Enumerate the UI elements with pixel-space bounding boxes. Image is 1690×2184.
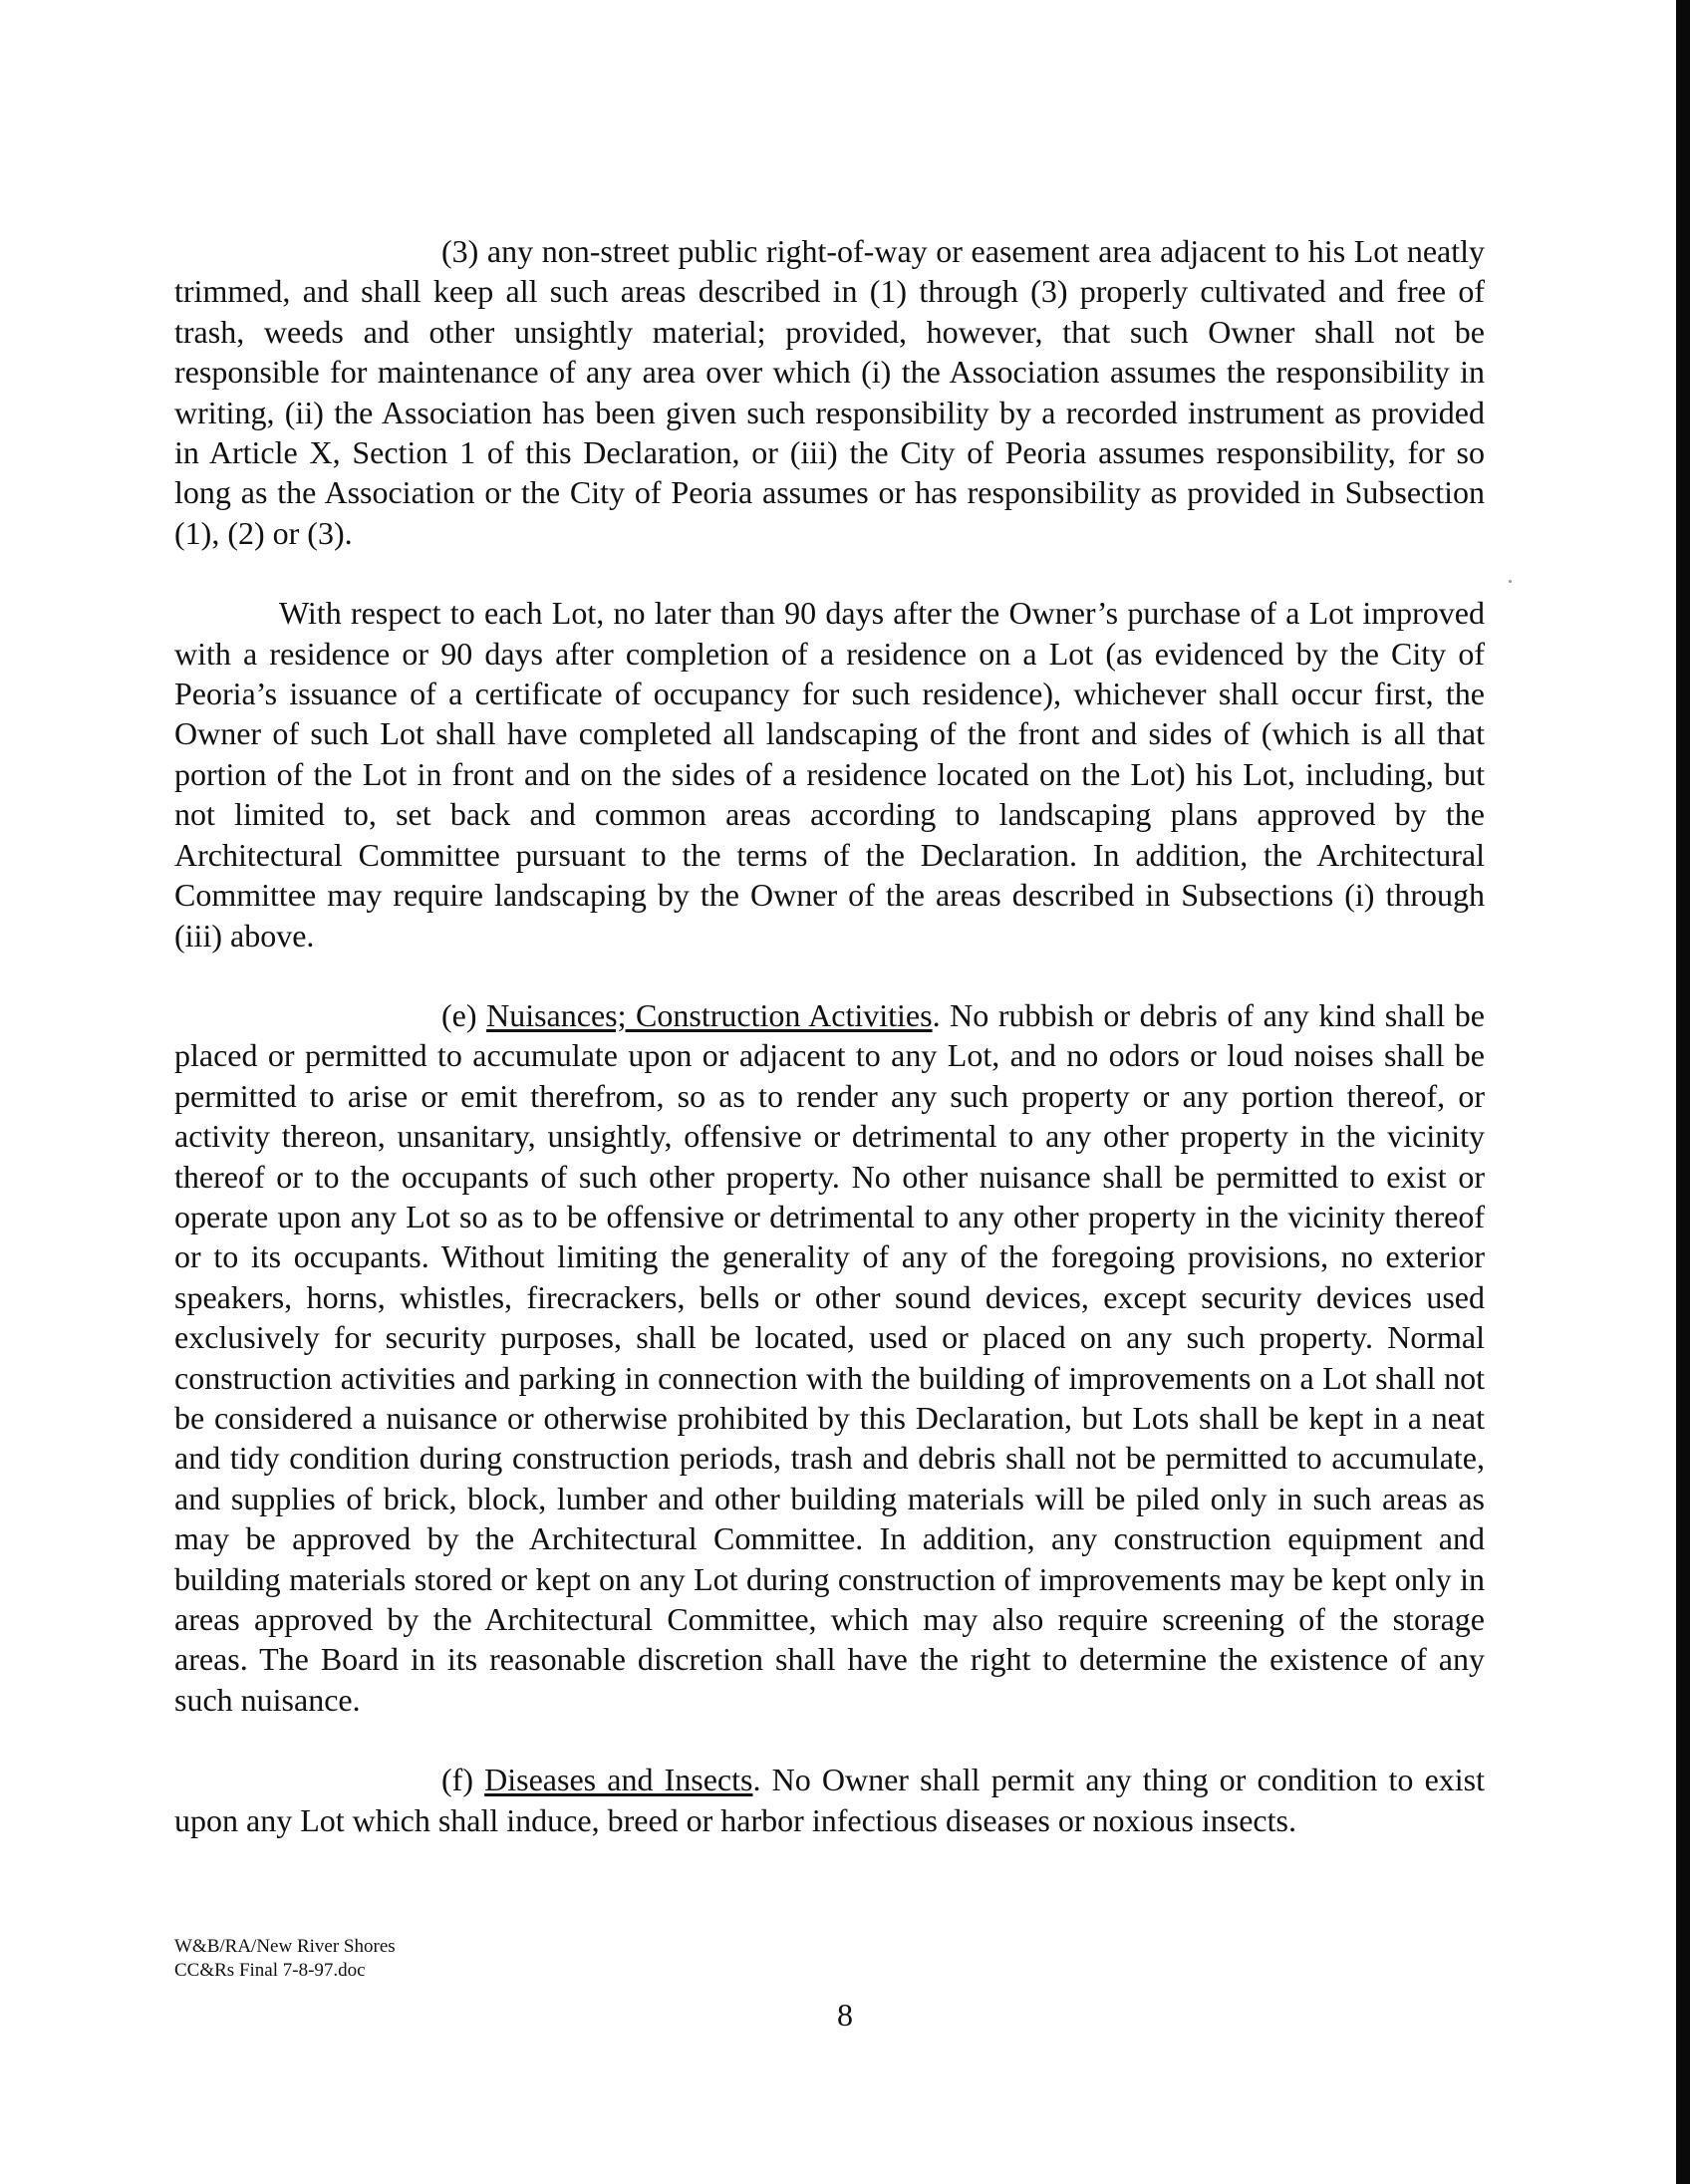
scan-border [1676, 0, 1690, 2184]
section-e-body: . No rubbish or debris of any kind shall be placed or permitted to accumulate upon or adjacent to any Lot, and no odors or loud noises shall be permitted to arise or emit therefrom, so as to render any such property or any portion thereof, or activity thereon, unsanitary, unsightly, offensive or detrimental to any other property in the vicinity thereof or to the occupants of such other property. No other nuisance shall be permitted to exist or operate upon any Lot so as to be offensive or detrimental to any other property in the vicinity thereof or to its occupants. Without limiting the generality of any of the foregoing provisions, no exterior speakers, horns, whistles, firecrackers, bells or other sound devices, except security devices used exclusively for security purposes, shall be located, used or placed on any such property. Normal construction activities and parking in connection with the building of improvements on a Lot shall not be considered a nuisance or otherwise prohibited by this Declaration, but Lots shall be kept in a neat and tidy condition during construction periods, trash and debris shall not be permitted to accumulate, and supplies of brick, block, lumber and other building materials will be piled only in such areas as may be approved by the Architectural Committee. In addition, any construction equipment and building materials stored or kept on any Lot during construction of improvements may be kept only in areas approved by the Architectural Committee, which may also require screening of the storage areas. The Board in its reasonable discretion shall have the right to determine the existence of any such nuisance. [174, 996, 1486, 1718]
page-number: 8 [837, 1997, 853, 2033]
paragraph-subsection-3: (3) any non-street public right-of-way or easement area adjacent to his Lot neatly trimmed, and shall keep all such areas described in (1) through (3) properly cultivated and free of trash, weeds and other unsightly material; provided, however, that such Owner shall not be responsible for maintenance of any area over which (i) the Association assumes the responsibility in writing, (ii) the Association has been given such responsibility by a recorded instrument as provided in Article X, Section 1 of this Declaration, or (iii) the City of Peoria assumes responsibility, for so long as the Association or the City of Peoria assumes or has responsibility as provided in Subsection (1), (2) or (3). [174, 233, 1485, 551]
section-f-diseases [174, 1760, 1485, 1840]
section-e-label: (e) [441, 996, 477, 1033]
footer-line-1: W&B/RA/New River Shores [174, 1936, 396, 1957]
section-e-nuisances [174, 995, 1485, 1720]
section-e-heading: Nuisances; Construction Activities [486, 996, 933, 1033]
document-page [174, 231, 1485, 1840]
paragraph-landscaping: With respect to each Lot, no later than 90 days after the Owner’s purchase of a Lot improved with a residence or 90 days after completion of a residence on a Lot (as evidenced by the City of Peoria’s issuance of a certificate of occupancy for such residence), whichever shall occur first, the Owner of such Lot shall have completed all landscaping of the front and sides of (which is all that portion of the Lot in front and on the sides of a residence located on the Lot) his Lot, including, but not limited to, set back and common areas according to landscaping plans approved by the Architectural Committee pursuant to the terms of the Declaration. In addition, the Architectural Committee may require landscaping by the Owner of the areas described in Subsections (i) through (iii) above. [174, 595, 1485, 954]
footer-doc-reference [174, 1935, 396, 1983]
scan-speck [1509, 580, 1512, 583]
footer-line-2: CC&Rs Final 7-8-97.doc [174, 1960, 366, 1981]
section-f-body: . No Owner shall permit any thing or condition to exist upon any Lot which shall induce, breed or harbor infectious diseases or noxious insects. [174, 1762, 1486, 1838]
section-f-label: (f) [441, 1762, 473, 1798]
section-f-heading: Diseases and Insects [484, 1762, 753, 1798]
